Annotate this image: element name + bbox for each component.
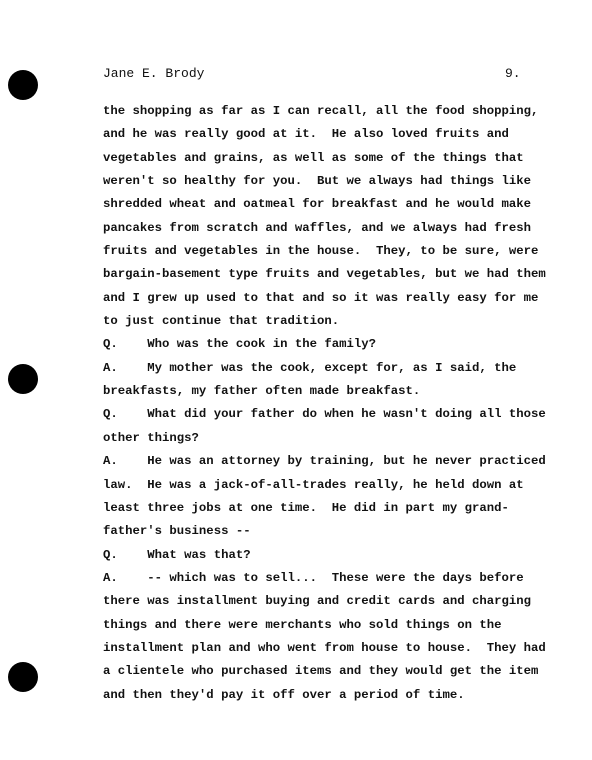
text-line: father's business -- [103, 524, 251, 539]
text-line: installment plan and who went from house to house. They had [103, 640, 546, 655]
text-line: other things? [103, 430, 199, 445]
text-line: A. He was an attorney by training, but he never practiced [103, 454, 546, 469]
text-line: and then they'd pay it off over a period of time. [103, 687, 465, 702]
text-line: law. He was a jack-of-all-trades really, he held down at [103, 477, 524, 492]
text-line: there was installment buying and credit cards and charging [103, 594, 532, 609]
text-line: a clientele who purchased items and they would get the item [103, 664, 539, 679]
text-line: Q. What did your father do when he wasn't doing all those [103, 407, 546, 422]
header-name: Jane E. Brody [103, 66, 205, 81]
text-line: to just continue that tradition. [103, 314, 340, 329]
text-line: bargain-basement type fruits and vegetables, but we had them [103, 267, 546, 282]
transcript-body [103, 100, 546, 707]
text-line: things and there were merchants who sold things on the [103, 617, 502, 632]
text-line: A. My mother was the cook, except for, as I said, the [103, 360, 517, 375]
text-line: fruits and vegetables in the house. They, to be sure, were [103, 244, 539, 259]
text-line: Q. What was that? [103, 547, 251, 562]
text-line: shredded wheat and oatmeal for breakfast and he would make [103, 197, 532, 212]
text-line: and he was really good at it. He also loved fruits and [103, 127, 509, 142]
text-line: least three jobs at one time. He did in part my grand- [103, 500, 509, 515]
text-line: the shopping as far as I can recall, all the food shopping, [103, 104, 539, 118]
text-line: and I grew up used to that and so it was really easy for me [103, 290, 539, 305]
punch-hole-middle [8, 364, 38, 394]
text-line: pancakes from scratch and waffles, and we always had fresh [103, 220, 532, 235]
page-number: 9. [505, 66, 521, 81]
punch-hole-top [8, 70, 38, 100]
text-line: Q. Who was the cook in the family? [103, 337, 377, 352]
text-line: breakfasts, my father often made breakfast. [103, 384, 421, 399]
text-line: vegetables and grains, as well as some of the things that [103, 150, 524, 165]
text-line: weren't so healthy for you. But we always had things like [103, 174, 532, 189]
text-line: A. -- which was to sell... These were the days before [103, 570, 524, 585]
punch-hole-bottom [8, 662, 38, 692]
